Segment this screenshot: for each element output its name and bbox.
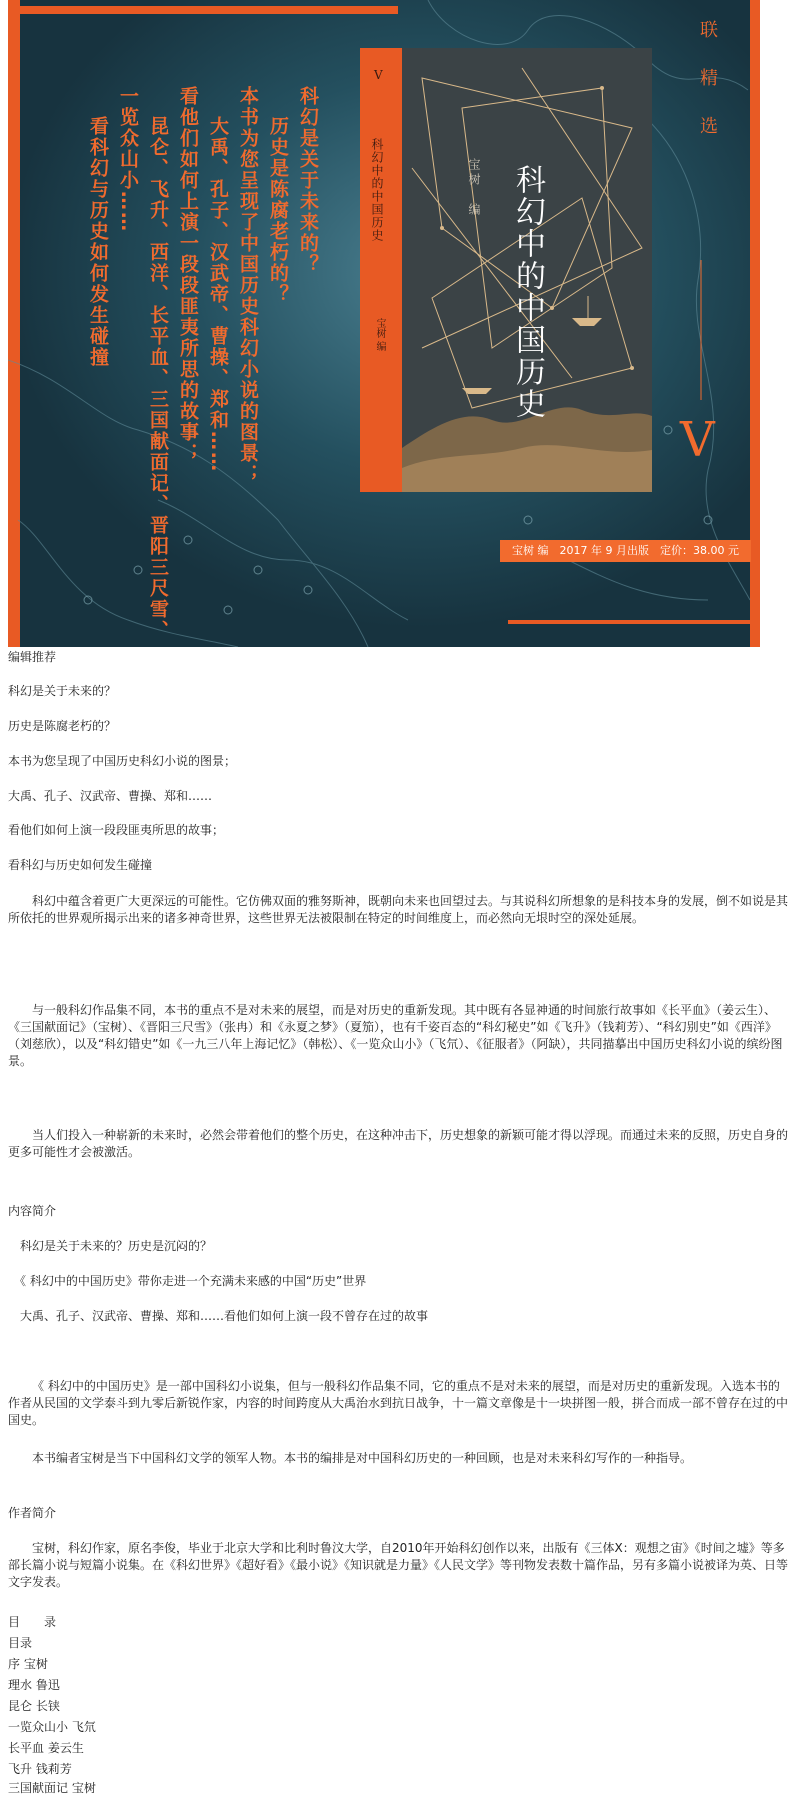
series-numeral: V bbox=[680, 412, 715, 468]
banner-line-4: 大禹、孔子、汉武帝、曹操、郑和…… bbox=[207, 116, 229, 473]
toc-heading: 目 录 bbox=[8, 1615, 57, 1629]
recommend-line: 历史是陈腐老朽的？ bbox=[8, 719, 117, 733]
recommend-paragraph: 科幻中蕴含着更广大更深远的可能性。它仿佛双面的雅努斯神，既朝向未来也回望过去。与其说科幻所想象的是科技本身的发展，倒不如说是其所依托的世界观所揭示出来的诸多神奇世界，这些世界无法被限制在特定的时间维度上，而必然向无垠时空的深处延展。 bbox=[8, 894, 789, 925]
toc-item: 序 宝树 bbox=[8, 1657, 48, 1671]
banner-line-3: 本书为您呈现了中国历史科幻小说的图景； bbox=[237, 86, 259, 485]
toc-item: 一览众山小 飞氘 bbox=[8, 1720, 96, 1734]
banner-line-7: 一览众山小…… bbox=[117, 86, 139, 233]
intro-line: 大禹、孔子、汉武帝、曹操、郑和……看他们如何上演一段不曾存在过的故事 bbox=[20, 1309, 429, 1323]
book-spine bbox=[360, 48, 402, 492]
recommend-paragraph: 与一般科幻作品集不同，本书的重点不是对未来的展望，而是对历史的重新发现。其中既有各显神通的时间旅行故事如《长平血》（姜云生）、《三国献面记》（宝树）、《晋阳三尺雪》（张冉）和《永夏之梦》（夏笳），也有千姿百态的“科幻秘史”如《飞升》（钱莉芳）、“科幻别史”如《西洋》（刘慈欣），以及“科幻错史”如《一九三八年上海记忆》（韩松）、《一览众山小》（飞氘）、《征服者》（阿缺），共同描摹出中国历史科幻小说的缤纷图景。 bbox=[8, 1003, 783, 1068]
toc-item: 昆仑 长铗 bbox=[8, 1699, 60, 1713]
toc-item: 三国献面记 宝树 bbox=[8, 1781, 96, 1795]
recommend-line: 科幻是关于未来的？ bbox=[8, 684, 117, 698]
intro-paragraph: 本书编者宝树是当下中国科幻文学的领军人物。本书的编排是对中国科幻历史的一种回顾，也是对未来科幻写作的一种指导。 bbox=[32, 1451, 693, 1465]
banner-line-2: 历史是陈腐老朽的？ bbox=[267, 116, 289, 305]
book-cover bbox=[402, 48, 652, 492]
editor-recommend-heading: 编辑推荐 bbox=[8, 650, 57, 664]
author-paragraph: 宝树，科幻作家，原名李俊，毕业于北京大学和比利时鲁汶大学，自2010年开始科幻创作以来，出版有《三体X：观想之宙》《时间之墟》等多部长篇小说与短篇小说集。在《科幻世界》《超好看》《最小说》《知识就是力量》《人民文学》等刊物发表数十篇作品，另有多篇小说被译为英、日等文字发表。 bbox=[8, 1541, 789, 1589]
intro-line: 《 科幻中的中国历史》带你走进一个充满未来感的中国“历史”世界 bbox=[14, 1274, 367, 1288]
series-label: 联精选 bbox=[697, 20, 718, 164]
book-editor: 宝树 编 bbox=[467, 158, 481, 218]
recommend-paragraph: 当人们投入一种崭新的未来时，必然会带着他们的整个历史，在这种冲击下，历史想象的新颖可能才得以浮现。而通过未来的反照，历史自身的更多可能性才会被激活。 bbox=[8, 1128, 789, 1159]
spine-numeral: V bbox=[374, 68, 383, 82]
toc-item: 长平血 姜云生 bbox=[8, 1741, 84, 1755]
author-heading: 作者简介 bbox=[8, 1506, 57, 1520]
recommend-line: 大禹、孔子、汉武帝、曹操、郑和…… bbox=[8, 789, 213, 803]
intro-paragraph: 《 科幻中的中国历史》是一部中国科幻小说集，但与一般科幻作品集不同，它的重点不是对未来的展望，而是对历史的重新发现。入选本书的作者从民国的文学泰斗到九零后新锐作家，内容的时间跨度从大禹治水到抗日战争，十一篇文章像是十一块拼图一般，拼合而成一部不曾存在过的中国史。 bbox=[8, 1379, 789, 1427]
banner-line-6: 昆仑、飞升、西洋、长平血、三国献面记、晋阳三尺雪、 bbox=[147, 116, 169, 641]
recommend-line: 看科幻与历史如何发生碰撞 bbox=[8, 858, 153, 872]
banner-line-1: 科幻是关于未来的？ bbox=[297, 86, 319, 275]
banner-line-5: 看他们如何上演一段段匪夷所思的故事； bbox=[177, 86, 199, 464]
toc-item: 目录 bbox=[8, 1636, 33, 1650]
intro-heading: 内容简介 bbox=[8, 1204, 57, 1218]
publication-info: 宝树 编 2017 年 9 月出版 定价：38.00 元 bbox=[500, 540, 751, 562]
recommend-line: 看他们如何上演一段段匪夷所思的故事； bbox=[8, 823, 225, 837]
intro-line: 科幻是关于未来的？历史是沉闷的？ bbox=[20, 1239, 213, 1253]
banner-line-8: 看科幻与历史如何发生碰撞 bbox=[87, 116, 109, 368]
toc-item: 飞升 钱莉芳 bbox=[8, 1762, 72, 1776]
book-title: 科幻中的中国历史 bbox=[510, 164, 545, 420]
recommend-line: 本书为您呈现了中国历史科幻小说的图景； bbox=[8, 754, 237, 768]
spine-editor: 宝树 编 bbox=[374, 318, 385, 352]
promo-banner bbox=[8, 0, 760, 647]
spine-title: 科幻中的中国历史 bbox=[370, 138, 384, 242]
toc-item: 理水 鲁迅 bbox=[8, 1678, 60, 1692]
